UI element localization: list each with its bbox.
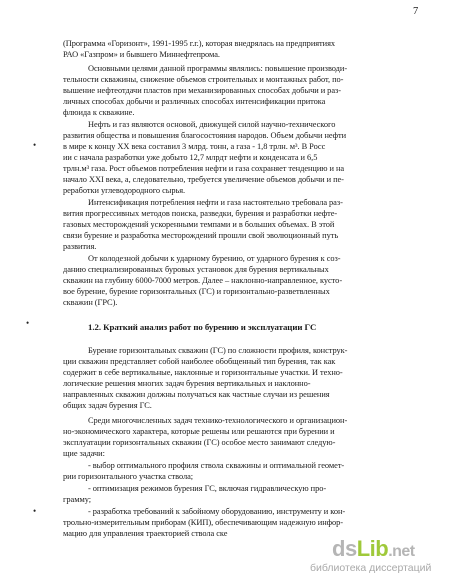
text-line: РАО «Газпром» и бывшего Миннефтепрома. bbox=[63, 50, 220, 59]
text-line: ции скважин представляет собой наиболее обобщенный тип бурения, так как bbox=[63, 357, 336, 366]
watermark bbox=[310, 536, 446, 578]
text-line: От колодезной добычи к ударному бурению, от ударного бурения к соз- bbox=[88, 254, 341, 263]
bullet-mark: • bbox=[26, 318, 30, 328]
watermark-subtitle: библиотека диссертаций bbox=[310, 562, 432, 574]
text-line: трольно-измерительным приборам (КИП), обеспечивающим надежную инфор- bbox=[63, 518, 344, 527]
text-line: логические решения многих задач бурения вертикальных и наклонно- bbox=[63, 379, 311, 388]
text-line: Среди многочисленных задач технико-технологического и организацион- bbox=[88, 416, 348, 425]
text-line: - выбор оптимального профиля ствола скважины и оптимальной геомет- bbox=[88, 461, 345, 470]
text-line: газовых месторождений ускоренными темпами и в больших объемах. В этой bbox=[63, 220, 335, 229]
text-line: личных способах добычи и различных способах интенсификации притока bbox=[63, 97, 326, 106]
text-line: вития прогрессивных методов поиска, разведки, бурения и разработки нефте- bbox=[63, 209, 338, 218]
text-line: вое бурение, бурение горизонтальных (ГС) и горизонтально-разветвленных bbox=[63, 287, 330, 296]
text-line: ии с начала разработки уже добыто 12,7 млрдт нефти и конденсата и 6,5 bbox=[63, 153, 318, 162]
text-line: эксплуатации горизонтальных скважин (ГС) особое место занимают следую- bbox=[63, 438, 336, 447]
text-line: тельности скважины, снижение объемов строительных и монтажных работ, по- bbox=[63, 75, 344, 84]
text-line: рии горизонтального участка ствола; bbox=[63, 472, 194, 481]
text-line: Бурение горизонтальных скважин (ГС) по сложности профиля, конструк- bbox=[88, 346, 348, 355]
text-line: развития. bbox=[63, 242, 97, 251]
section-heading: 1.2. Краткий анализ работ по бурению и эксплуатации ГС bbox=[88, 322, 317, 332]
text-line: направленных скважин должны получаться как частные случаи из решения bbox=[63, 390, 330, 399]
page-number: 7 bbox=[413, 6, 419, 17]
text-line: скважин на глубину 6000-7000 метров. Далее – наклонно-направленное, кусто- bbox=[63, 276, 343, 285]
text-line: - оптимизация режимов бурения ГС, включая гидравлическую про- bbox=[88, 484, 327, 493]
text-line: (Программа «Горизонт», 1991-1995 г.г.), которая внедрялась на предприятиях bbox=[63, 39, 336, 48]
text-line: Интенсификация потребления нефти и газа настоятельно требовала раз- bbox=[88, 198, 343, 207]
text-line: - разработка требований к забойному оборудованию, инструменту и кон- bbox=[88, 507, 346, 516]
text-line: содержит в себе вертикальные, наклонные и горизонтальные участки. И техно- bbox=[63, 368, 343, 377]
text-line: начало XXI века, а, следовательно, требуется увеличение объемов добычи и пе- bbox=[63, 175, 344, 184]
text-line: вышение нефтеотдачи пластов при механизированных способах добычи и раз- bbox=[63, 86, 341, 95]
text-line: но-экономического характера, которые решены или решаются при бурении и bbox=[63, 427, 335, 436]
bullet-mark: • bbox=[33, 506, 37, 516]
text-line: Нефть и газ являются основой, движущей силой научно-технического bbox=[88, 120, 336, 129]
text-line: трлн.м³ газа. Рост объемов потребления нефти и газа сохраняет тенденцию и на bbox=[63, 164, 345, 173]
watermark-logo: dsLib.net bbox=[332, 536, 415, 561]
text-line: данию специализированных буровых установок для бурения вертикальных bbox=[63, 265, 329, 274]
text-line: Основными целями данной программы являлись: повышение производи- bbox=[88, 64, 348, 73]
text-line: скважин (ГРС). bbox=[63, 298, 118, 307]
text-line: мацию для управления траекторией ствола ске bbox=[63, 529, 228, 538]
text-line: флюида к скважине. bbox=[63, 108, 135, 117]
text-line: развития общества и повышения благосостояния народов. Объем добычи нефти bbox=[63, 131, 347, 140]
text-line: связи бурение и разработка месторождений прошли свой эволюционный путь bbox=[63, 231, 339, 240]
text-line: грамму; bbox=[63, 495, 91, 504]
bullet-mark: • bbox=[33, 140, 37, 150]
text-line: реработки углеводородного сырья. bbox=[63, 186, 186, 195]
text-line: общих задач бурения ГС. bbox=[63, 401, 152, 410]
text-line: в мире к концу ХХ века составил 3 млрд. тонн, а газа - 1,8 трлн. м³. В Росс bbox=[63, 142, 326, 151]
text-line: щие задачи: bbox=[63, 449, 105, 458]
